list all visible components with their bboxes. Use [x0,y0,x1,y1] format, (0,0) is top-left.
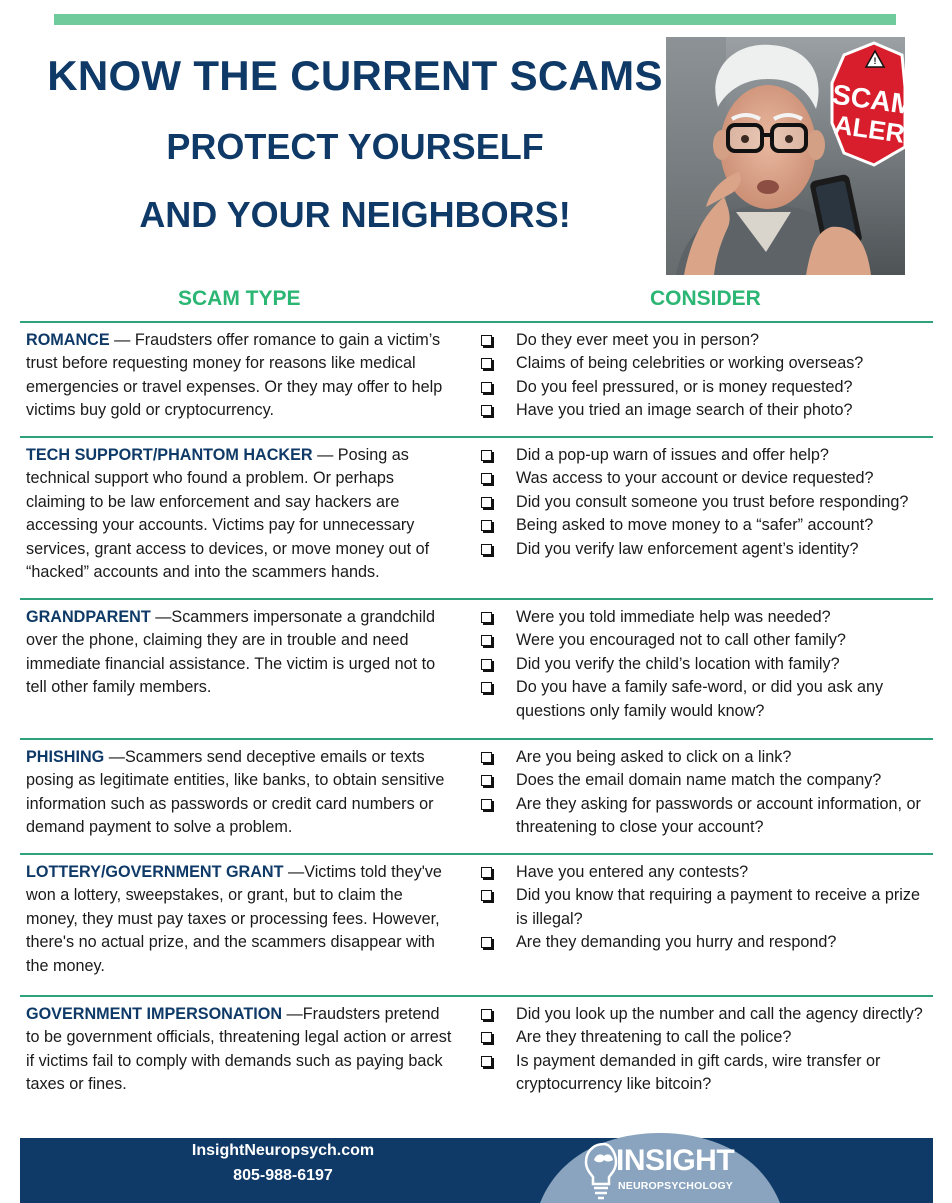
page-title: KNOW THE CURRENT SCAMS [47,52,663,99]
checklist-item: Was access to your account or device requested? [480,467,930,490]
scam-description: PHISHING —Scammers send deceptive emails or texts posing as legitimate entities, like banks, to obtain sensitive information such as passwords or credit card numbers or demand payment to solve a problem. [26,748,445,837]
checkbox-icon [481,405,492,416]
checkbox-icon [481,450,492,461]
consider-checklist [480,444,930,561]
checkbox-icon [481,335,492,346]
scam-type-label: PHISHING [26,748,105,766]
consider-checklist [480,329,930,423]
checkbox-icon [481,937,492,948]
top-accent-bar [54,14,896,25]
checklist-item: Were you told immediate help was needed? [480,606,930,629]
checklist-item: Did you know that requiring a payment to receive a prize is illegal? [480,884,930,931]
checklist-item: Are they asking for passwords or account information, or threatening to close your account? [480,793,930,840]
checklist-item: Are they threatening to call the police? [480,1026,930,1049]
checkbox-icon [481,497,492,508]
checklist-item: Do they ever meet you in person? [480,329,930,352]
checkbox-icon [481,1056,492,1067]
scam-alert-photo [666,37,923,275]
svg-text:!: ! [873,56,877,66]
checklist-item: Is payment demanded in gift cards, wire transfer or cryptocurrency like bitcoin? [480,1050,930,1097]
scam-type-label: ROMANCE [26,331,110,349]
checkbox-icon [481,682,492,693]
scam-type-label: GRANDPARENT [26,608,151,626]
checkbox-icon [481,612,492,623]
checklist-item: Do you have a family safe-word, or did you ask any questions only family would know? [480,676,930,723]
checklist-item: Do you feel pressured, or is money requested? [480,376,930,399]
subtitle-line-1: PROTECT YOURSELF [166,126,544,167]
consider-checklist [480,606,930,723]
checklist-item: Are you being asked to click on a link? [480,746,930,769]
website-link[interactable]: InsightNeuropsych.com [191,1142,375,1159]
checklist-item: Have you tried an image search of their photo? [480,399,930,422]
checklist-item: Did you verify law enforcement agent’s identity? [480,538,930,561]
checklist-item: Claims of being celebrities or working overseas? [480,352,930,375]
scam-type-label: TECH SUPPORT/PHANTOM HACKER [26,446,313,464]
footer-banner [20,1138,933,1203]
checklist-item: Are they demanding you hurry and respond? [480,931,930,954]
logo-subtitle: NEUROPSYCHOLOGY [618,1180,734,1192]
checkbox-icon [481,752,492,763]
section-romance [20,321,933,438]
checklist-item: Being asked to move money to a “safer” account? [480,514,930,537]
checklist-item: Did you consult someone you trust before responding? [480,491,930,514]
scam-description: LOTTERY/GOVERNMENT GRANT —Victims told they've won a lottery, sweepstakes, or grant, but to claim the money, they must pay taxes or processing fees. However, there's no actual prize, and the scammers disappear with the money. [26,863,442,975]
checkbox-icon [481,358,492,369]
section-government-impersonation [20,995,933,1137]
logo-name: INSIGHT [616,1144,735,1177]
checkbox-icon [481,1032,492,1043]
section-phishing [20,738,933,855]
checklist-item: Does the email domain name match the company? [480,769,930,792]
checkbox-icon [481,799,492,810]
checklist-item: Have you entered any contests? [480,861,930,884]
checkbox-icon [481,520,492,531]
sign-text-scam: SCAM [830,78,917,121]
scam-description: GOVERNMENT IMPERSONATION —Fraudsters pretend to be government officials, threatening legal action or arrest if victims fail to comply with demands such as paying back taxes or fines. [26,1005,452,1094]
checkbox-icon [481,867,492,878]
subtitle-line-2: AND YOUR NEIGHBORS! [139,194,571,235]
scam-description: ROMANCE — Fraudsters offer romance to gain a victim’s trust before requesting money for reasons like medical emergencies or travel expenses. Or they may offer to help victims buy gold or cryptocurrency. [26,331,443,420]
checkbox-icon [481,1009,492,1020]
scam-type-label: GOVERNMENT IMPERSONATION [26,1005,283,1023]
checklist-item: Were you encouraged not to call other family? [480,629,930,652]
checkbox-icon [481,659,492,670]
phone-number: 805-988-6197 [233,1167,333,1184]
checklist-item: Did you verify the child’s location with family? [480,653,930,676]
section-grandparent [20,598,933,740]
checkbox-icon [481,775,492,786]
sign-text-alert: ALERT [832,109,923,151]
scam-type-label: LOTTERY/GOVERNMENT GRANT [26,863,284,881]
section-tech-support [20,436,933,600]
checklist-item: Did you look up the number and call the agency directly? [480,1003,930,1026]
column-header-scam-type: SCAM TYPE [178,287,301,310]
scam-description: GRANDPARENT —Scammers impersonate a grandchild over the phone, claiming they are in trouble and need immediate financial assistance. The victim is urged not to tell other family members. [26,608,436,697]
section-lottery [20,853,933,997]
consider-checklist [480,746,930,840]
checkbox-icon [481,473,492,484]
checkbox-icon [481,544,492,555]
column-header-consider: CONSIDER [650,287,761,310]
checkbox-icon [481,382,492,393]
consider-checklist [480,1003,930,1097]
checklist-item: Did a pop-up warn of issues and offer help? [480,444,930,467]
checkbox-icon [481,890,492,901]
consider-checklist [480,861,930,955]
checkbox-icon [481,635,492,646]
scam-description: TECH SUPPORT/PHANTOM HACKER — Posing as technical support who found a problem. Or perhaps claiming to be law enforcement and say hackers are accessing your accounts. Victims pay for unnecessary services, grant access to devices, or move money out of “hacked” accounts and into the scammers hands. [26,446,430,582]
